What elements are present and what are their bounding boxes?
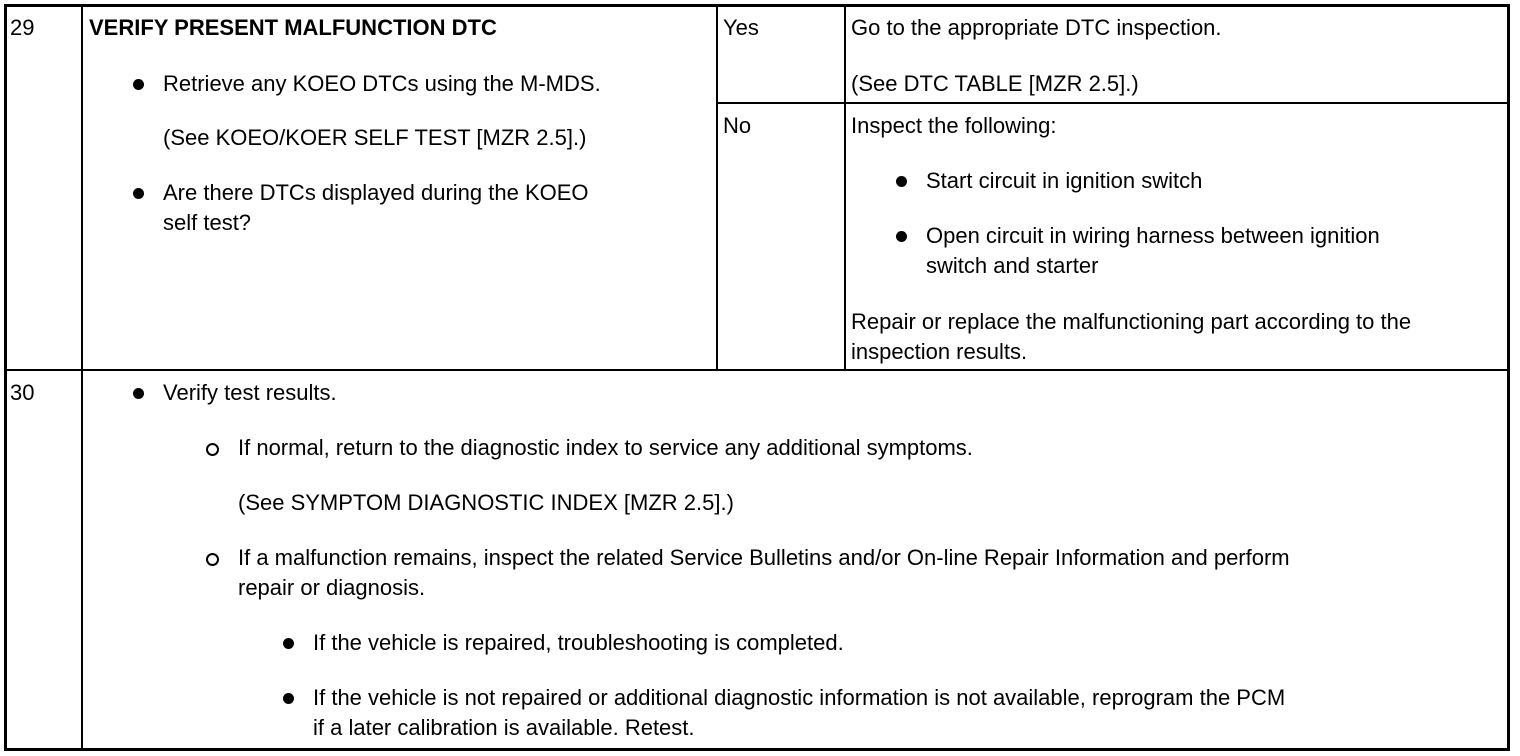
inspection-item: Open circuit in wiring harness between ignition bbox=[926, 223, 1380, 248]
detail-instruction: If the vehicle is repaired, troubleshooting is completed. bbox=[313, 630, 844, 655]
step-title: VERIFY PRESENT MALFUNCTION DTC bbox=[89, 15, 497, 40]
bullet-icon bbox=[133, 388, 144, 399]
step-question-cont: self test? bbox=[163, 210, 252, 235]
detail-instruction-cont: if a later calibration is available. Retest. bbox=[313, 715, 695, 740]
sub-bullet-icon bbox=[206, 443, 219, 456]
reference-link[interactable]: (See SYMPTOM DIAGNOSTIC INDEX [MZR 2.5].) bbox=[238, 490, 734, 515]
reference-link[interactable]: (See DTC TABLE [MZR 2.5].) bbox=[851, 71, 1139, 96]
sub-instruction-cont: repair or diagnosis. bbox=[238, 575, 426, 600]
action-text: Go to the appropriate DTC inspection. bbox=[851, 15, 1222, 40]
row-divider-29-30 bbox=[7, 369, 1507, 371]
step-instruction: Verify test results. bbox=[163, 380, 337, 405]
step-number: 30 bbox=[10, 380, 35, 405]
bullet-icon bbox=[283, 693, 294, 704]
bullet-icon bbox=[283, 638, 294, 649]
inspection-item-cont: switch and starter bbox=[926, 253, 1099, 278]
action-text-cont: inspection results. bbox=[851, 339, 1028, 364]
sub-bullet-icon bbox=[206, 553, 219, 566]
step-question: Are there DTCs displayed during the KOEO bbox=[163, 180, 589, 205]
reference-link[interactable]: (See KOEO/KOER SELF TEST [MZR 2.5].) bbox=[163, 125, 587, 150]
bullet-icon bbox=[133, 188, 144, 199]
action-text: Inspect the following: bbox=[851, 113, 1057, 138]
step-number: 29 bbox=[10, 15, 35, 40]
answer-yes: Yes bbox=[723, 15, 759, 40]
detail-instruction: If the vehicle is not repaired or additional diagnostic information is not available, reprogram the PCM bbox=[313, 685, 1286, 710]
sub-instruction: If a malfunction remains, inspect the related Service Bulletins and/or On-line Repair Information and perform bbox=[238, 545, 1290, 570]
bullet-icon bbox=[133, 79, 144, 90]
col-divider-step bbox=[81, 7, 83, 748]
sub-instruction: If normal, return to the diagnostic index to service any additional symptoms. bbox=[238, 435, 973, 460]
bullet-icon bbox=[896, 176, 907, 187]
step-instruction: Retrieve any KOEO DTCs using the M-MDS. bbox=[163, 71, 601, 96]
row-divider-yes-no bbox=[716, 102, 1507, 104]
bullet-icon bbox=[896, 231, 907, 242]
col-divider-action bbox=[844, 7, 846, 371]
inspection-item: Start circuit in ignition switch bbox=[926, 168, 1203, 193]
action-text: Repair or replace the malfunctioning part according to the bbox=[851, 309, 1412, 334]
answer-no: No bbox=[723, 113, 752, 138]
col-divider-answer bbox=[716, 7, 718, 371]
